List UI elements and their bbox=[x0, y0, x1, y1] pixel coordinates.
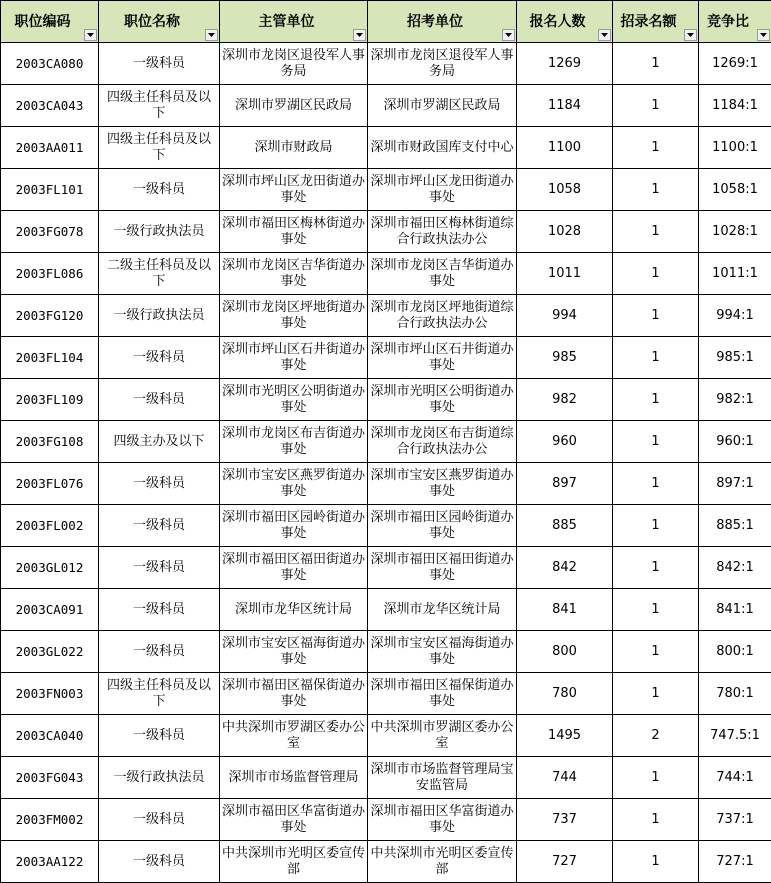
cell-competition-ratio: 780:1 bbox=[699, 673, 771, 715]
cell-supervising-unit: 深圳市财政局 bbox=[220, 127, 368, 169]
cell-competition-ratio: 1100:1 bbox=[699, 127, 771, 169]
table-row bbox=[1, 631, 771, 673]
cell-position-name: 一级科员 bbox=[99, 547, 220, 589]
cell-quota: 1 bbox=[613, 757, 699, 799]
cell-position-code: 2003FL101 bbox=[1, 169, 99, 211]
cell-position-code: 2003CA080 bbox=[1, 43, 99, 85]
cell-supervising-unit: 深圳市龙岗区布吉街道办事处 bbox=[220, 421, 368, 463]
cell-supervising-unit: 中共深圳市罗湖区委办公室 bbox=[220, 715, 368, 757]
cell-position-code: 2003AA011 bbox=[1, 127, 99, 169]
table-row bbox=[1, 757, 771, 799]
cell-applicant-count: 727 bbox=[517, 841, 613, 883]
cell-quota: 1 bbox=[613, 43, 699, 85]
cell-competition-ratio: 842:1 bbox=[699, 547, 771, 589]
cell-supervising-unit: 深圳市福田区梅林街道办事处 bbox=[220, 211, 368, 253]
cell-applicant-count: 1058 bbox=[517, 169, 613, 211]
cell-position-name: 一级行政执法员 bbox=[99, 295, 220, 337]
cell-quota: 1 bbox=[613, 547, 699, 589]
cell-quota: 2 bbox=[613, 715, 699, 757]
cell-quota: 1 bbox=[613, 211, 699, 253]
cell-applicant-count: 744 bbox=[517, 757, 613, 799]
cell-position-name: 一级科员 bbox=[99, 799, 220, 841]
cell-recruiting-unit: 深圳市福田区福田街道办事处 bbox=[368, 547, 517, 589]
filter-dropdown-button[interactable] bbox=[598, 29, 611, 41]
filter-dropdown-button[interactable] bbox=[205, 29, 218, 41]
table-row bbox=[1, 589, 771, 631]
header-row bbox=[1, 1, 771, 43]
cell-recruiting-unit: 中共深圳市光明区委宣传部 bbox=[368, 841, 517, 883]
cell-supervising-unit: 深圳市坪山区龙田街道办事处 bbox=[220, 169, 368, 211]
cell-position-name: 一级科员 bbox=[99, 169, 220, 211]
cell-applicant-count: 780 bbox=[517, 673, 613, 715]
cell-quota: 1 bbox=[613, 631, 699, 673]
cell-position-code: 2003FL076 bbox=[1, 463, 99, 505]
table-row bbox=[1, 841, 771, 883]
cell-position-name: 一级科员 bbox=[99, 505, 220, 547]
cell-competition-ratio: 885:1 bbox=[699, 505, 771, 547]
cell-position-name: 四级主任科员及以下 bbox=[99, 127, 220, 169]
cell-recruiting-unit: 深圳市福田区华富街道办事处 bbox=[368, 799, 517, 841]
dropdown-arrow-icon bbox=[760, 33, 767, 37]
cell-recruiting-unit: 深圳市龙华区统计局 bbox=[368, 589, 517, 631]
cell-position-code: 2003FG043 bbox=[1, 757, 99, 799]
cell-quota: 1 bbox=[613, 841, 699, 883]
cell-position-name: 一级行政执法员 bbox=[99, 211, 220, 253]
table-row bbox=[1, 127, 771, 169]
cell-competition-ratio: 747.5:1 bbox=[699, 715, 771, 757]
filter-dropdown-button[interactable] bbox=[502, 29, 515, 41]
table-row bbox=[1, 337, 771, 379]
dropdown-arrow-icon bbox=[505, 33, 512, 37]
cell-position-code: 2003CA091 bbox=[1, 589, 99, 631]
header-label: 职位编码 bbox=[14, 13, 71, 30]
cell-position-name: 四级主任科员及以下 bbox=[99, 85, 220, 127]
cell-competition-ratio: 737:1 bbox=[699, 799, 771, 841]
cell-competition-ratio: 1269:1 bbox=[699, 43, 771, 85]
header-label: 招考单位 bbox=[407, 13, 463, 30]
cell-recruiting-unit: 中共深圳市罗湖区委办公室 bbox=[368, 715, 517, 757]
table-row bbox=[1, 505, 771, 547]
cell-supervising-unit: 深圳市光明区公明街道办事处 bbox=[220, 379, 368, 421]
filter-dropdown-button[interactable] bbox=[757, 29, 770, 41]
cell-position-name: 一级行政执法员 bbox=[99, 757, 220, 799]
header-label: 竞争比 bbox=[707, 13, 749, 30]
cell-position-name: 一级科员 bbox=[99, 463, 220, 505]
cell-competition-ratio: 1028:1 bbox=[699, 211, 771, 253]
cell-quota: 1 bbox=[613, 337, 699, 379]
cell-competition-ratio: 1011:1 bbox=[699, 253, 771, 295]
cell-supervising-unit: 深圳市福田区福田街道办事处 bbox=[220, 547, 368, 589]
cell-applicant-count: 800 bbox=[517, 631, 613, 673]
dropdown-arrow-icon bbox=[687, 33, 694, 37]
cell-competition-ratio: 897:1 bbox=[699, 463, 771, 505]
cell-position-name: 四级主办及以下 bbox=[99, 421, 220, 463]
cell-applicant-count: 885 bbox=[517, 505, 613, 547]
cell-recruiting-unit: 深圳市福田区园岭街道办事处 bbox=[368, 505, 517, 547]
cell-applicant-count: 1100 bbox=[517, 127, 613, 169]
cell-recruiting-unit: 深圳市龙岗区吉华街道办事处 bbox=[368, 253, 517, 295]
cell-supervising-unit: 深圳市龙华区统计局 bbox=[220, 589, 368, 631]
table-row bbox=[1, 547, 771, 589]
cell-position-code: 2003FG120 bbox=[1, 295, 99, 337]
cell-competition-ratio: 800:1 bbox=[699, 631, 771, 673]
cell-supervising-unit: 深圳市市场监督管理局 bbox=[220, 757, 368, 799]
cell-competition-ratio: 744:1 bbox=[699, 757, 771, 799]
cell-position-code: 2003FL002 bbox=[1, 505, 99, 547]
header-label: 报名人数 bbox=[529, 13, 586, 30]
table-row bbox=[1, 715, 771, 757]
cell-supervising-unit: 深圳市罗湖区民政局 bbox=[220, 85, 368, 127]
cell-applicant-count: 985 bbox=[517, 337, 613, 379]
cell-recruiting-unit: 深圳市市场监督管理局宝安监管局 bbox=[368, 757, 517, 799]
table-row bbox=[1, 463, 771, 505]
cell-competition-ratio: 985:1 bbox=[699, 337, 771, 379]
cell-competition-ratio: 982:1 bbox=[699, 379, 771, 421]
cell-applicant-count: 1495 bbox=[517, 715, 613, 757]
cell-quota: 1 bbox=[613, 379, 699, 421]
cell-position-name: 四级主任科员及以下 bbox=[99, 673, 220, 715]
cell-competition-ratio: 1184:1 bbox=[699, 85, 771, 127]
header-recruiting-unit bbox=[368, 1, 517, 43]
table-body bbox=[1, 43, 771, 883]
table-row bbox=[1, 295, 771, 337]
cell-position-code: 2003CA043 bbox=[1, 85, 99, 127]
cell-quota: 1 bbox=[613, 169, 699, 211]
cell-position-code: 2003FG078 bbox=[1, 211, 99, 253]
table-row bbox=[1, 673, 771, 715]
cell-position-code: 2003FL086 bbox=[1, 253, 99, 295]
cell-recruiting-unit: 深圳市坪山区龙田街道办事处 bbox=[368, 169, 517, 211]
cell-quota: 1 bbox=[613, 295, 699, 337]
cell-competition-ratio: 727:1 bbox=[699, 841, 771, 883]
cell-position-code: 2003FG108 bbox=[1, 421, 99, 463]
cell-quota: 1 bbox=[613, 253, 699, 295]
table-row bbox=[1, 253, 771, 295]
header-competition-ratio bbox=[699, 1, 771, 43]
table-row bbox=[1, 379, 771, 421]
cell-recruiting-unit: 深圳市宝安区福海街道办事处 bbox=[368, 631, 517, 673]
cell-position-name: 一级科员 bbox=[99, 589, 220, 631]
cell-recruiting-unit: 深圳市龙岗区退役军人事务局 bbox=[368, 43, 517, 85]
cell-supervising-unit: 深圳市龙岗区退役军人事务局 bbox=[220, 43, 368, 85]
cell-quota: 1 bbox=[613, 463, 699, 505]
cell-applicant-count: 737 bbox=[517, 799, 613, 841]
table-row bbox=[1, 85, 771, 127]
cell-position-name: 一级科员 bbox=[99, 715, 220, 757]
cell-supervising-unit: 深圳市宝安区福海街道办事处 bbox=[220, 631, 368, 673]
cell-recruiting-unit: 深圳市宝安区燕罗街道办事处 bbox=[368, 463, 517, 505]
header-label: 招录名额 bbox=[620, 13, 677, 30]
cell-competition-ratio: 994:1 bbox=[699, 295, 771, 337]
cell-recruiting-unit: 深圳市龙岗区布吉街道综合行政执法办公 bbox=[368, 421, 517, 463]
cell-supervising-unit: 深圳市福田区华富街道办事处 bbox=[220, 799, 368, 841]
cell-recruiting-unit: 深圳市财政国库支付中心 bbox=[368, 127, 517, 169]
cell-applicant-count: 1184 bbox=[517, 85, 613, 127]
cell-quota: 1 bbox=[613, 85, 699, 127]
header-applicant-count bbox=[517, 1, 613, 43]
cell-supervising-unit: 深圳市宝安区燕罗街道办事处 bbox=[220, 463, 368, 505]
cell-quota: 1 bbox=[613, 421, 699, 463]
cell-applicant-count: 1269 bbox=[517, 43, 613, 85]
cell-supervising-unit: 深圳市福田区园岭街道办事处 bbox=[220, 505, 368, 547]
cell-applicant-count: 982 bbox=[517, 379, 613, 421]
table-row bbox=[1, 799, 771, 841]
cell-supervising-unit: 深圳市坪山区石井街道办事处 bbox=[220, 337, 368, 379]
cell-recruiting-unit: 深圳市坪山区石井街道办事处 bbox=[368, 337, 517, 379]
cell-competition-ratio: 1058:1 bbox=[699, 169, 771, 211]
dropdown-arrow-icon bbox=[356, 33, 363, 37]
cell-recruiting-unit: 深圳市光明区公明街道办事处 bbox=[368, 379, 517, 421]
table-row bbox=[1, 43, 771, 85]
header-label: 职位名称 bbox=[124, 13, 180, 30]
table-row bbox=[1, 421, 771, 463]
cell-recruiting-unit: 深圳市福田区福保街道办事处 bbox=[368, 673, 517, 715]
cell-position-name: 二级主任科员及以下 bbox=[99, 253, 220, 295]
header-supervising-unit bbox=[220, 1, 368, 43]
cell-supervising-unit: 中共深圳市光明区委宣传部 bbox=[220, 841, 368, 883]
cell-supervising-unit: 深圳市福田区福保街道办事处 bbox=[220, 673, 368, 715]
header-position-code bbox=[1, 1, 99, 43]
cell-competition-ratio: 841:1 bbox=[699, 589, 771, 631]
cell-quota: 1 bbox=[613, 127, 699, 169]
cell-position-name: 一级科员 bbox=[99, 43, 220, 85]
cell-applicant-count: 1011 bbox=[517, 253, 613, 295]
cell-quota: 1 bbox=[613, 589, 699, 631]
cell-supervising-unit: 深圳市龙岗区坪地街道办事处 bbox=[220, 295, 368, 337]
cell-position-code: 2003FM002 bbox=[1, 799, 99, 841]
cell-position-name: 一级科员 bbox=[99, 841, 220, 883]
header-position-name bbox=[99, 1, 220, 43]
cell-position-name: 一级科员 bbox=[99, 379, 220, 421]
cell-recruiting-unit: 深圳市罗湖区民政局 bbox=[368, 85, 517, 127]
cell-quota: 1 bbox=[613, 673, 699, 715]
cell-position-name: 一级科员 bbox=[99, 337, 220, 379]
header-label: 主管单位 bbox=[258, 13, 315, 30]
cell-quota: 1 bbox=[613, 505, 699, 547]
cell-applicant-count: 960 bbox=[517, 421, 613, 463]
cell-applicant-count: 1028 bbox=[517, 211, 613, 253]
cell-competition-ratio: 960:1 bbox=[699, 421, 771, 463]
cell-applicant-count: 994 bbox=[517, 295, 613, 337]
table-row bbox=[1, 211, 771, 253]
cell-position-code: 2003FL104 bbox=[1, 337, 99, 379]
cell-position-code: 2003CA040 bbox=[1, 715, 99, 757]
dropdown-arrow-icon bbox=[601, 33, 608, 37]
dropdown-arrow-icon bbox=[208, 33, 215, 37]
cell-position-name: 一级科员 bbox=[99, 631, 220, 673]
cell-applicant-count: 841 bbox=[517, 589, 613, 631]
cell-applicant-count: 897 bbox=[517, 463, 613, 505]
cell-position-code: 2003AA122 bbox=[1, 841, 99, 883]
filter-dropdown-button[interactable] bbox=[684, 29, 697, 41]
cell-position-code: 2003GL012 bbox=[1, 547, 99, 589]
cell-position-code: 2003GL022 bbox=[1, 631, 99, 673]
filter-dropdown-button[interactable] bbox=[353, 29, 366, 41]
filter-dropdown-button[interactable] bbox=[84, 29, 97, 41]
cell-applicant-count: 842 bbox=[517, 547, 613, 589]
header-quota bbox=[613, 1, 699, 43]
cell-recruiting-unit: 深圳市龙岗区坪地街道综合行政执法办公 bbox=[368, 295, 517, 337]
cell-position-code: 2003FN003 bbox=[1, 673, 99, 715]
cell-supervising-unit: 深圳市龙岗区吉华街道办事处 bbox=[220, 253, 368, 295]
cell-quota: 1 bbox=[613, 799, 699, 841]
dropdown-arrow-icon bbox=[87, 33, 94, 37]
table-row bbox=[1, 169, 771, 211]
cell-recruiting-unit: 深圳市福田区梅林街道综合行政执法办公 bbox=[368, 211, 517, 253]
cell-position-code: 2003FL109 bbox=[1, 379, 99, 421]
